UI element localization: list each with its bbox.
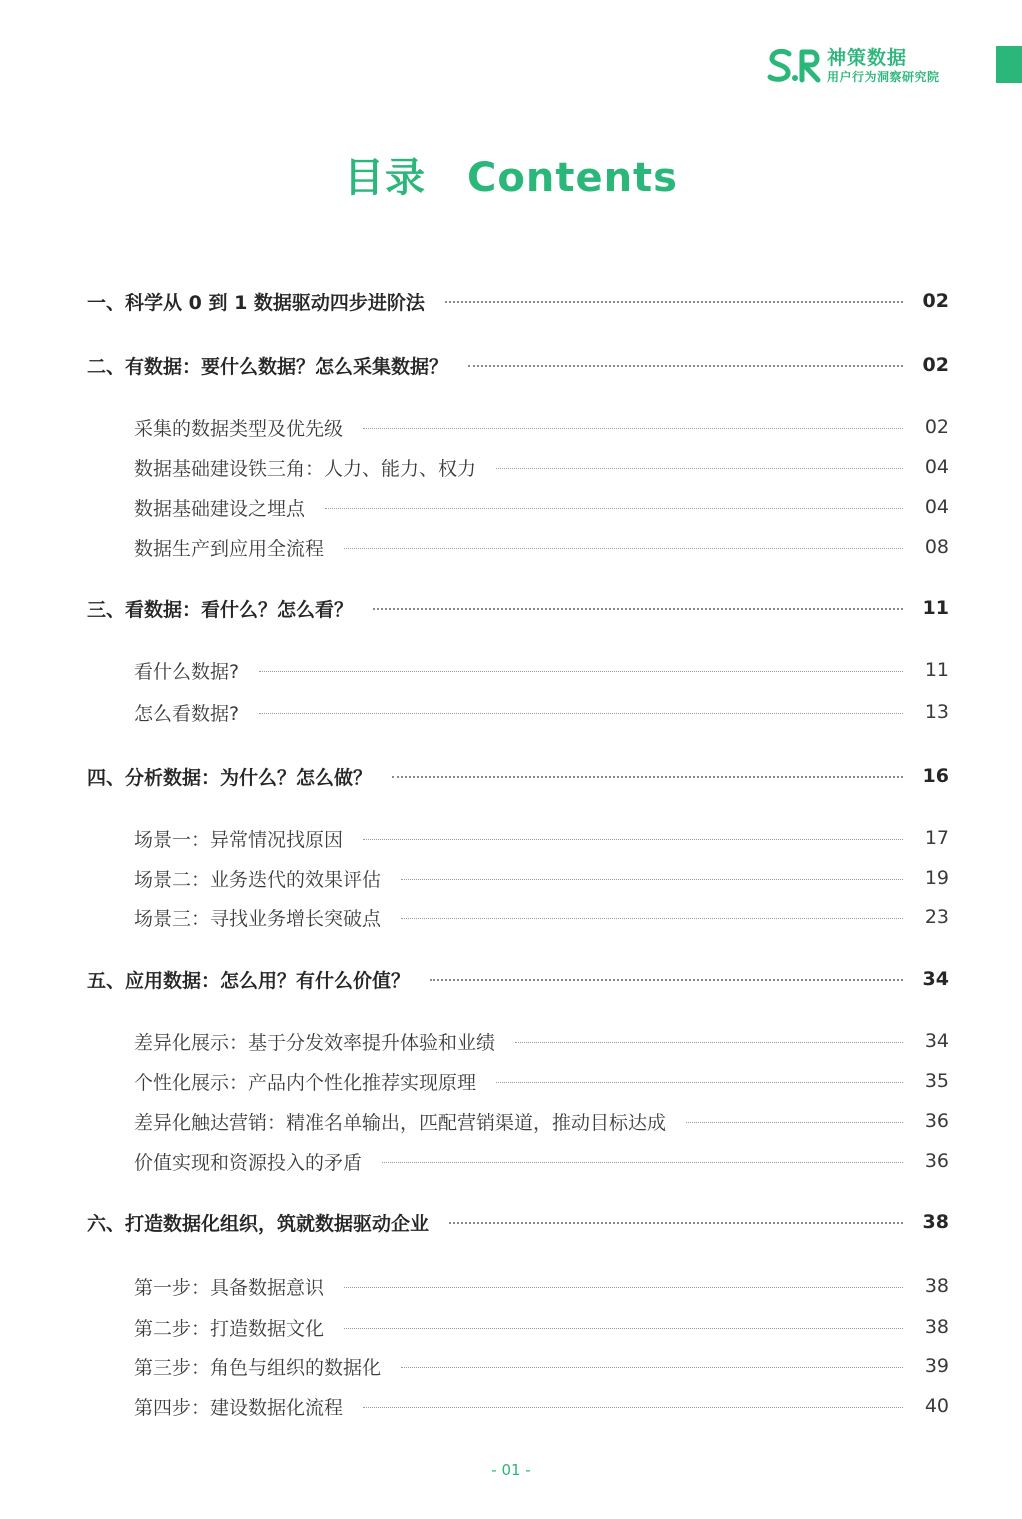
toc-subsection-entry[interactable] <box>134 1146 949 1176</box>
toc-entry-label: 一、科学从 0 到 1 数据驱动四步进阶法 <box>87 291 425 314</box>
toc-dot-leader <box>449 1222 903 1224</box>
toc-entry-label: 差异化展示：基于分发效率提升体验和业绩 <box>134 1031 496 1054</box>
page-title: 目录 Contents <box>344 155 678 201</box>
toc-dot-leader <box>259 671 903 672</box>
toc-page-number: 11 <box>922 597 949 619</box>
toc-page-number: 38 <box>922 1211 949 1233</box>
toc-entry-label: 第三步：角色与组织的数据化 <box>134 1356 382 1379</box>
toc-dot-leader <box>468 365 903 367</box>
toc-entry-label: 五、应用数据：怎么用？有什么价值？ <box>87 969 411 992</box>
toc-page-number: 38 <box>924 1275 949 1297</box>
toc-entry-label: 场景二：业务迭代的效果评估 <box>134 868 382 891</box>
toc-dot-leader <box>496 468 903 469</box>
toc-dot-leader <box>363 428 903 429</box>
toc-page-number: 23 <box>924 906 949 928</box>
toc-entry-label: 差异化触达营销：精准名单输出，匹配营销渠道，推动目标达成 <box>134 1111 667 1134</box>
toc-entry-label: 看什么数据? <box>134 660 240 683</box>
toc-dot-leader <box>401 918 903 919</box>
toc-page-number: 40 <box>924 1395 949 1417</box>
toc-subsection-entry[interactable] <box>134 697 949 727</box>
toc-page-number: 02 <box>924 416 949 438</box>
toc-dot-leader <box>363 1407 903 1408</box>
toc-entry-label: 二、有数据：要什么数据？怎么采集数据？ <box>87 355 449 378</box>
toc-subsection-entry[interactable] <box>134 492 949 522</box>
toc-subsection-entry[interactable] <box>134 655 949 685</box>
toc-page-number: 16 <box>922 765 949 787</box>
toc-dot-leader <box>392 776 903 778</box>
toc-section-entry[interactable] <box>87 350 949 380</box>
toc-dot-leader <box>401 879 903 880</box>
toc-subsection-entry[interactable] <box>134 452 949 482</box>
toc-entry-label: 数据基础建设铁三角：人力、能力、权力 <box>134 457 477 480</box>
toc-dot-leader <box>325 508 903 509</box>
brand-subtitle: 用户行为洞察研究院 <box>827 70 940 84</box>
toc-subsection-entry[interactable] <box>134 1106 949 1136</box>
toc-subsection-entry[interactable] <box>134 1312 949 1342</box>
toc-section-entry[interactable] <box>87 286 949 316</box>
toc-subsection-entry[interactable] <box>134 902 949 932</box>
toc-page-number: 02 <box>922 354 949 376</box>
toc-entry-label: 六、打造数据化组织，筑就数据驱动企业 <box>87 1212 430 1235</box>
toc-section-entry[interactable] <box>87 1207 949 1237</box>
toc-dot-leader <box>363 839 903 840</box>
toc-page-number: 13 <box>924 701 949 723</box>
toc-entry-label: 数据基础建设之埋点 <box>134 497 306 520</box>
toc-section-entry[interactable] <box>87 593 949 623</box>
toc-subsection-entry[interactable] <box>134 412 949 442</box>
toc-dot-leader <box>515 1042 903 1043</box>
toc-page-number: 36 <box>924 1150 949 1172</box>
toc-subsection-entry[interactable] <box>134 863 949 893</box>
toc-page-number: 38 <box>924 1316 949 1338</box>
toc-subsection-entry[interactable] <box>134 532 949 562</box>
toc-subsection-entry[interactable] <box>134 1271 949 1301</box>
toc-page-number: 34 <box>924 1030 949 1052</box>
toc-entry-label: 个性化展示：产品内个性化推荐实现原理 <box>134 1071 477 1094</box>
toc-dot-leader <box>344 1328 903 1329</box>
toc-section-entry[interactable] <box>87 761 949 791</box>
toc-dot-leader <box>259 713 903 714</box>
toc-subsection-entry[interactable] <box>134 1026 949 1056</box>
toc-dot-leader <box>496 1082 903 1083</box>
toc-page-number: 11 <box>924 659 949 681</box>
toc-dot-leader <box>344 548 903 549</box>
toc-entry-label: 场景一：异常情况找原因 <box>134 828 344 851</box>
toc-page-number: 34 <box>922 968 949 990</box>
toc-page-number: 04 <box>924 496 949 518</box>
toc-subsection-entry[interactable] <box>134 1391 949 1421</box>
toc-subsection-entry[interactable] <box>134 1351 949 1381</box>
toc-page-number: 02 <box>922 290 949 312</box>
brand-name: 神策数据 <box>827 47 908 69</box>
toc-page-number: 19 <box>924 867 949 889</box>
toc-dot-leader <box>445 301 903 303</box>
toc-page-number: 39 <box>924 1355 949 1377</box>
toc-dot-leader <box>686 1122 903 1123</box>
page-number: - 01 - <box>491 1461 531 1479</box>
toc-entry-label: 第四步：建设数据化流程 <box>134 1396 344 1419</box>
toc-entry-label: 第一步：具备数据意识 <box>134 1276 325 1299</box>
toc-page-number: 08 <box>924 536 949 558</box>
toc-dot-leader <box>430 979 903 981</box>
toc-subsection-entry[interactable] <box>134 1066 949 1096</box>
toc-entry-label: 场景三：寻找业务增长突破点 <box>134 907 382 930</box>
toc-dot-leader <box>373 608 903 610</box>
toc-dot-leader <box>344 1287 903 1288</box>
toc-entry-label: 第二步：打造数据文化 <box>134 1317 325 1340</box>
toc-dot-leader <box>401 1367 903 1368</box>
toc-entry-label: 四、分析数据：为什么？怎么做？ <box>87 766 373 789</box>
toc-dot-leader <box>382 1162 903 1163</box>
toc-subsection-entry[interactable] <box>134 823 949 853</box>
toc-page-number: 17 <box>924 827 949 849</box>
toc-page-number: 04 <box>924 456 949 478</box>
toc-entry-label: 采集的数据类型及优先级 <box>134 417 344 440</box>
toc-entry-label: 怎么看数据? <box>134 702 240 725</box>
toc-entry-label: 数据生产到应用全流程 <box>134 537 325 560</box>
toc-entry-label: 三、看数据：看什么？怎么看？ <box>87 598 354 621</box>
toc-entry-label: 价值实现和资源投入的矛盾 <box>134 1151 363 1174</box>
toc-page-number: 35 <box>924 1070 949 1092</box>
toc-page-number: 36 <box>924 1110 949 1132</box>
toc-section-entry[interactable] <box>87 964 949 994</box>
